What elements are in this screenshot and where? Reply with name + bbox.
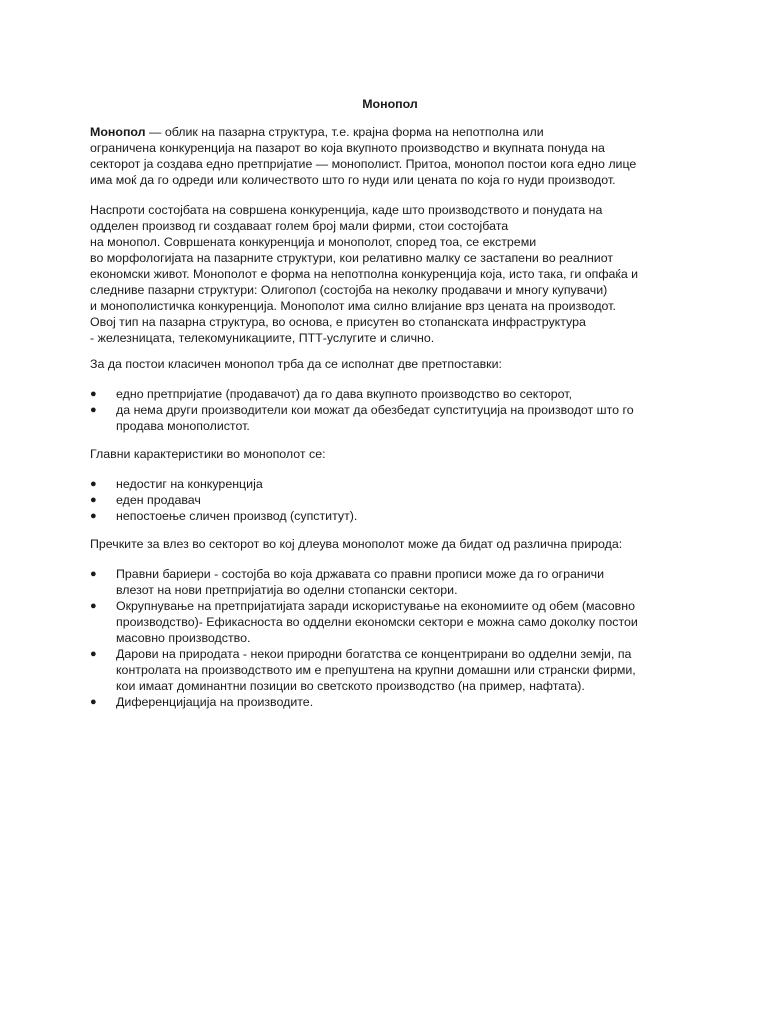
list-item-line: едно претпријатие (продавачот) да го дава вкупното производство во секторот, (116, 387, 573, 401)
bullet-icon: ● (90, 478, 97, 490)
paragraph-line: одделен производ ги создаваат голем број мали фирми, стои состојбата (90, 219, 509, 233)
intro-paragraph (90, 124, 690, 188)
intro-line: ограничена конкуренција на пазарот во која вкупното производство и вкупната понуда на (90, 141, 605, 155)
barriers-heading: Пречките за влез во секторот во кој длеува монополот може да бидат од различна природа: (90, 537, 623, 551)
document-title: Монопол (362, 97, 418, 111)
intro-line-text: — облик на пазарна структура, т.е. крајна форма на непотполна или (145, 125, 544, 139)
paragraph-line: Наспроти состојбата на совршена конкуренција, каде што производството и понудата на (90, 203, 603, 217)
bullet-icon: ● (90, 388, 97, 400)
list-item (90, 646, 690, 694)
intro-term: Монопол (90, 125, 146, 139)
market-structure-paragraph (90, 202, 690, 346)
paragraph-line: економски живот. Монополот е форма на непотполна конкуренција која, исто така, ги опфаќа и (90, 267, 639, 281)
list-item (90, 402, 690, 434)
bullet-icon: ● (90, 568, 97, 580)
list-item-line: производство)- Ефикасноста во одделни економски сектори е можна само доколку постои (116, 615, 638, 629)
list-item (90, 386, 690, 402)
conditions-heading: За да постои класичен монопол трба да се исполнат две претпоставки: (90, 357, 502, 371)
list-item-line: Окрупнување на претпријатијата заради искористување на економиите од обем (масовно (116, 599, 635, 613)
list-item-line: продава монополистот. (116, 419, 250, 433)
bullet-icon: ● (90, 510, 97, 522)
intro-line (90, 124, 690, 140)
list-item (90, 694, 690, 710)
conditions-list (90, 386, 690, 434)
paragraph-line: - железницата, телекомуникациите, ПТТ-услугите и слично. (90, 331, 435, 345)
list-item-line: недостиг на конкуренција (116, 477, 263, 491)
paragraph-line: Овој тип на пазарна структура, во основа, е присутен во стопанската инфраструктура (90, 315, 586, 329)
list-item (90, 566, 690, 598)
bullet-icon: ● (90, 600, 97, 612)
bullet-icon: ● (90, 404, 97, 416)
list-item-line: Диференцијација на производите. (116, 695, 314, 709)
bullet-icon: ● (90, 494, 97, 506)
paragraph-line: и монополистичка конкуренција. Монополот има силно влијание врз цената на производот. (90, 299, 616, 313)
paragraph-line: во морфологијата на пазарните структури, кои релативно малку се застапени во реалниот (90, 251, 614, 265)
list-item-line: да нема други производители кои можат да обезбедат супституција на производот што го (116, 403, 634, 417)
list-item-line: Правни бариери - состојба во која државата со правни прописи може да го ограничи (116, 567, 605, 581)
barriers-list (90, 566, 690, 710)
paragraph-line: следниве пазарни структури: Олигопол (состојба на неколку продавачи и многу купувачи) (90, 283, 608, 297)
document-page (90, 96, 690, 720)
characteristics-heading: Главни карактеристики во монополот се: (90, 447, 326, 461)
list-item-line: влезот на нови претпријатија во оделни стопански сектори. (116, 583, 458, 597)
intro-line: секторот ја создава едно претпријатие — монополист. Притоа, монопол постои кога едно лице (90, 157, 637, 171)
list-item (90, 476, 690, 492)
list-item-line: контролата на производството им е препуштена на крупни домашни или странски фирми, (116, 663, 636, 677)
list-item (90, 508, 690, 524)
paragraph-line: на монопол. Совршената конкуренција и монополот, според тоа, се екстреми (90, 235, 537, 249)
list-item-line: непостоење сличен производ (супститут). (116, 509, 358, 523)
bullet-icon: ● (90, 696, 97, 708)
list-item-line: масовно производство. (116, 631, 251, 645)
characteristics-list (90, 476, 690, 524)
intro-line: има моќ да го одреди или количеството што го нуди или цената по која го нуди производот. (90, 173, 616, 187)
bullet-icon: ● (90, 648, 97, 660)
list-item (90, 492, 690, 508)
list-item-line: еден продавач (116, 493, 201, 507)
list-item-line: Дарови на природата - некои природни богатства се концентрирани во одделни земји, па (116, 647, 632, 661)
list-item (90, 598, 690, 646)
list-item-line: кои имаат доминантни позиции во светското производство (на пример, нафтата). (116, 679, 585, 693)
